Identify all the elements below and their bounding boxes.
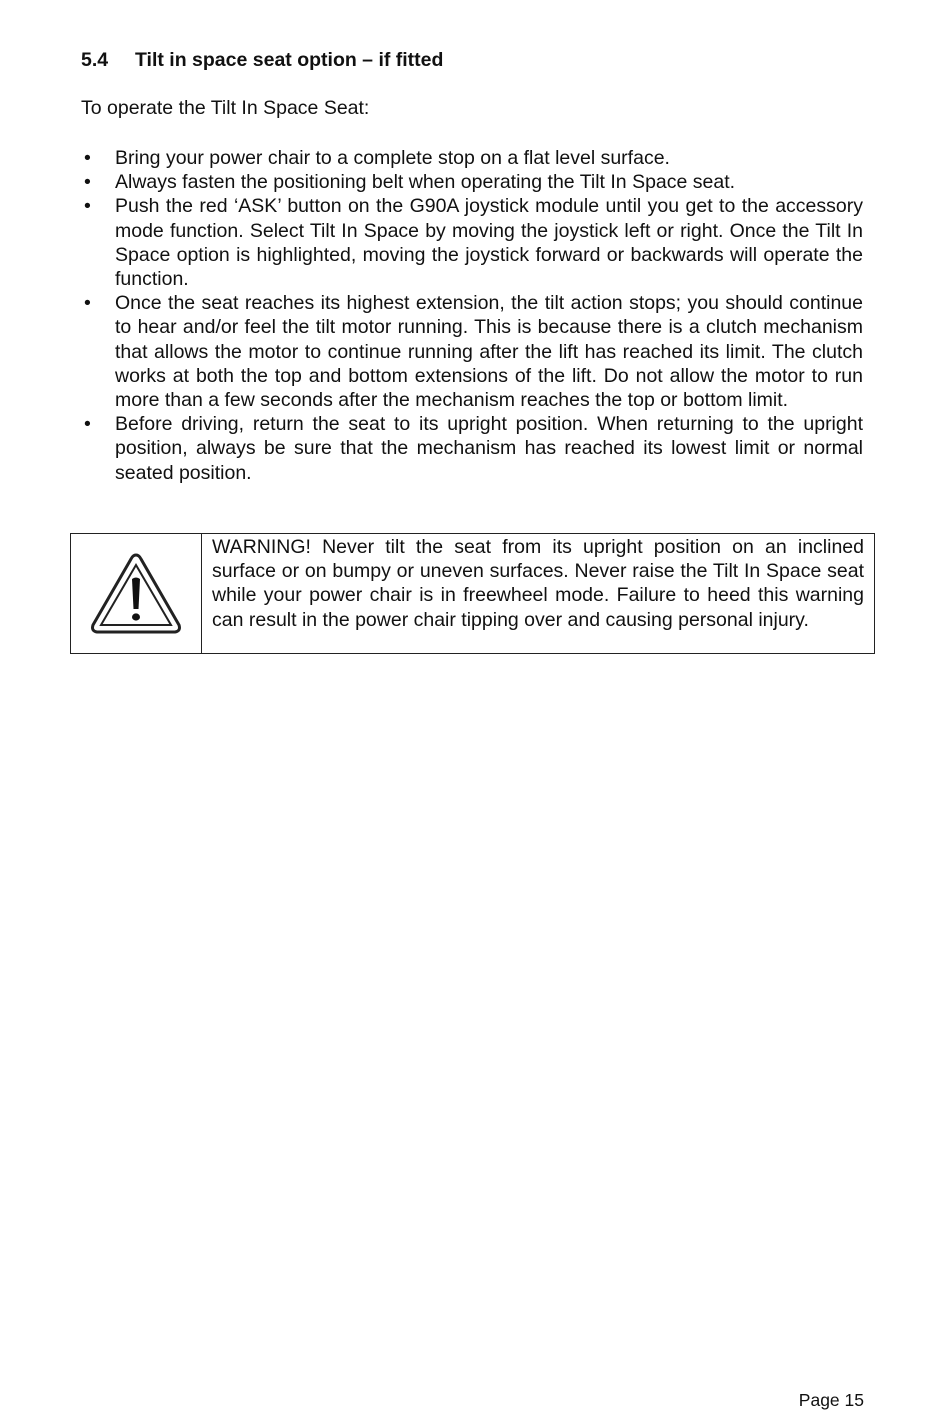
section-number: 5.4	[81, 49, 109, 71]
list-item-text: Once the seat reaches its highest extension, the tilt action stops; you should continue to hear and/or feel the tilt motor running. This is because there is a clutch mechanism that allows the motor to continue running after the lift has reached its limit. The clutch works at both the top and bottom extensions of the lift. Do not allow the motor to run more than a few seconds after the mechanism reaches the top or bottom limit.	[115, 292, 863, 412]
bullet-icon: •	[84, 171, 91, 194]
list-item-text: Before driving, return the seat to its upright position. When returning to the upright position, always be sure that the mechanism has reached its lowest limit or normal seated position.	[115, 413, 863, 484]
instruction-list	[81, 146, 863, 485]
list-item-text: Push the red ‘ASK’ button on the G90A joystick module until you get to the accessory mode function. Select Tilt In Space by moving the joystick left or right. Once the Tilt In Space option is highlighted, moving the joystick forward or backwards will operate the function.	[115, 195, 863, 291]
section-heading	[81, 49, 443, 72]
bullet-icon: •	[84, 292, 91, 315]
page-number: Page 15	[798, 1390, 864, 1410]
list-item	[81, 291, 863, 412]
list-item	[81, 170, 863, 194]
warning-text: WARNING! Never tilt the seat from its upright position on an inclined surface or on bumpy or uneven surfaces. Never raise the Tilt In Space seat while your power chair is in freewheel mode. Failure to heed this warning can result in the power chair tipping over and causing personal injury.	[212, 536, 864, 631]
section-title: Tilt in space seat option – if fitted	[135, 49, 444, 71]
list-item-text: Always fasten the positioning belt when operating the Tilt In Space seat.	[115, 171, 736, 194]
list-item	[81, 194, 863, 291]
warning-icon-cell	[71, 534, 202, 653]
list-item	[81, 146, 863, 170]
intro-text: To operate the Tilt In Space Seat:	[81, 97, 370, 119]
warning-box	[70, 533, 875, 654]
list-item-text: Bring your power chair to a complete stop on a flat level surface.	[115, 147, 670, 169]
bullet-icon: •	[84, 147, 91, 169]
warning-triangle-icon	[88, 551, 184, 637]
bullet-icon: •	[84, 413, 91, 436]
list-item	[81, 412, 863, 485]
bullet-icon: •	[84, 195, 91, 218]
